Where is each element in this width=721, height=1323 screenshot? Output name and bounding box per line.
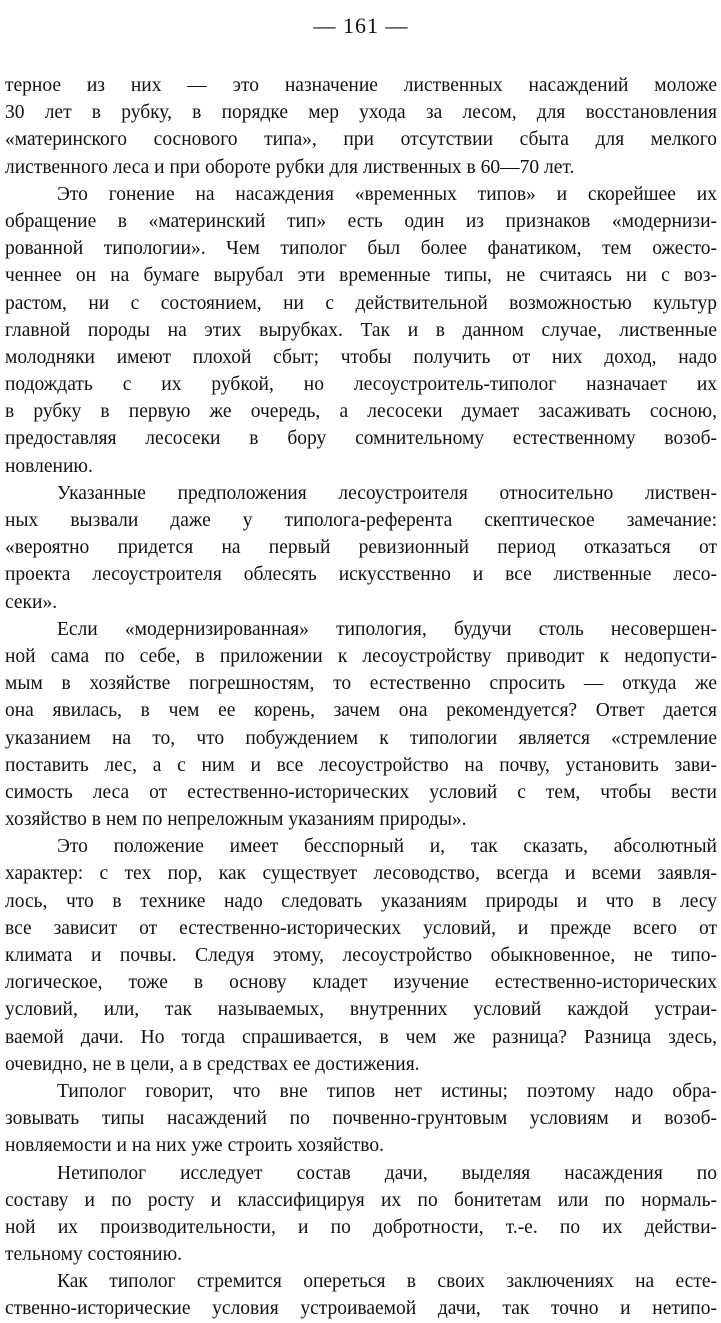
text-line: ственно-исторические условия устроиваемой дачи, так точно и нетипо- [5, 1298, 717, 1320]
text-line: указанием на то, что побуждением к типологии является «стремление [5, 727, 717, 749]
text-body [5, 72, 717, 1323]
text-line: молодняки имеют плохой сбыт; чтобы получить от них доход, надо [5, 346, 717, 368]
text-line: ных вызвали даже у типолога-референта скептическое замечание: [5, 510, 717, 531]
text-line: новлению. [5, 455, 93, 477]
text-line: она явилась, в чем ее корень, зачем она рекомендуется? Ответ дается [5, 700, 717, 722]
text-line: Нетиполог исследует состав дачи, выделяя насаждения по [57, 1162, 717, 1184]
text-line: главной породы на этих вырубках. Так и в данном случае, лиственные [5, 319, 717, 341]
text-line: Если «модернизированная» типология, будучи столь несовершен- [57, 618, 717, 640]
text-line: подождать с их рубкой, но лесоустроитель-типолог назначает их [5, 374, 717, 396]
text-line: очевидно, не в цели, а в средствах ее достижения. [5, 1053, 420, 1075]
text-line: хозяйство в нем по непреложным указаниям природы». [5, 809, 467, 831]
text-line: тельному состоянию. [5, 1244, 183, 1266]
text-line: лиственного леса и при обороте рубки для лиственных в 60—70 лет. [5, 156, 575, 178]
text-line: лось, что в технике надо следовать указаниям природы и что в лесу [5, 890, 717, 912]
text-line: Как типолог стремится опереться в своих заключениях на есте- [57, 1271, 717, 1293]
text-line: «материнского соснового типа», при отсутствии сбыта для мелкого [5, 129, 717, 151]
text-line: ной их производительности, и по добротности, т.-е. по их действи- [5, 1216, 717, 1238]
text-line: обращение в «материнский тип» есть один из признаков «модернизи- [5, 210, 717, 232]
text-line: 30 лет в рубку, в порядке мер ухода за лесом, для восстановления [5, 102, 717, 124]
text-line: симость леса от естественно-исторических условий с тем, чтобы вести [5, 781, 717, 803]
text-line: Это гонение на насаждения «временных типов» и скорейшее их [57, 183, 717, 205]
text-line: Указанные предположения лесоустроителя относительно листвен- [57, 482, 717, 504]
text-line: все зависит от естественно-исторических условий, и прежде всего от [5, 917, 717, 939]
text-line: составу и по росту и классифицируя их по бонитетам или по нормаль- [5, 1189, 717, 1211]
text-line: Это положение имеет бесспорный и, так сказать, абсолютный [57, 836, 717, 858]
text-line: зовывать типы насаждений по почвенно-грунтовым условиям и возоб- [5, 1108, 717, 1130]
text-line: климата и почвы. Следуя этому, лесоустройство обыкновенное, не типо- [5, 945, 717, 966]
page-number: — 161 — [313, 13, 409, 38]
text-line: «вероятно придется на первый ревизионный период отказаться от [5, 537, 717, 559]
text-line: Типолог говорит, что вне типов нет истины; поэтому надо обра- [57, 1080, 717, 1102]
text-line: характер: с тех пор, как существует лесоводство, всегда и всеми заявля- [5, 863, 717, 885]
text-line: предоставляя лесосеки в бору сомнительному естественному возоб- [5, 428, 717, 450]
text-line: логическое, тоже в основу кладет изучение естественно-исторических [5, 972, 717, 994]
text-line: растом, ни с состоянием, ни с действительной возможностью культур [5, 292, 717, 314]
text-line: рованной типологии». Чем типолог был более фанатиком, тем ожесто- [5, 238, 717, 260]
text-line: ваемой дачи. Но тогда спрашивается, в чем же разница? Разница здесь, [5, 1026, 717, 1048]
text-line: ной сама по себе, в приложении к лесоустройству приводит к недопусти- [5, 645, 717, 667]
text-line: в рубку в первую же очередь, а лесосеки думает засаживать сосною, [5, 401, 717, 423]
text-line: мым в хозяйстве погрешностям, то естественно спросить — откуда же [5, 673, 717, 695]
text-line: новляемости и на них уже строить хозяйство. [5, 1135, 384, 1157]
text-line: терное из них — это назначение лиственных насаждений моложе [5, 75, 717, 96]
text-line: секи». [5, 591, 58, 613]
text-line: проекта лесоустроителя облесять искусственно и все лиственные лесо- [5, 564, 717, 586]
text-line: ченнее он на бумаге вырубал эти временные типы, не считаясь ни с воз- [5, 265, 717, 287]
text-line: условий, или, так называемых, внутренних условий каждой устраи- [5, 999, 717, 1021]
text-line: поставить лес, а с ним и все лесоустройство на почву, установить зави- [5, 754, 717, 776]
